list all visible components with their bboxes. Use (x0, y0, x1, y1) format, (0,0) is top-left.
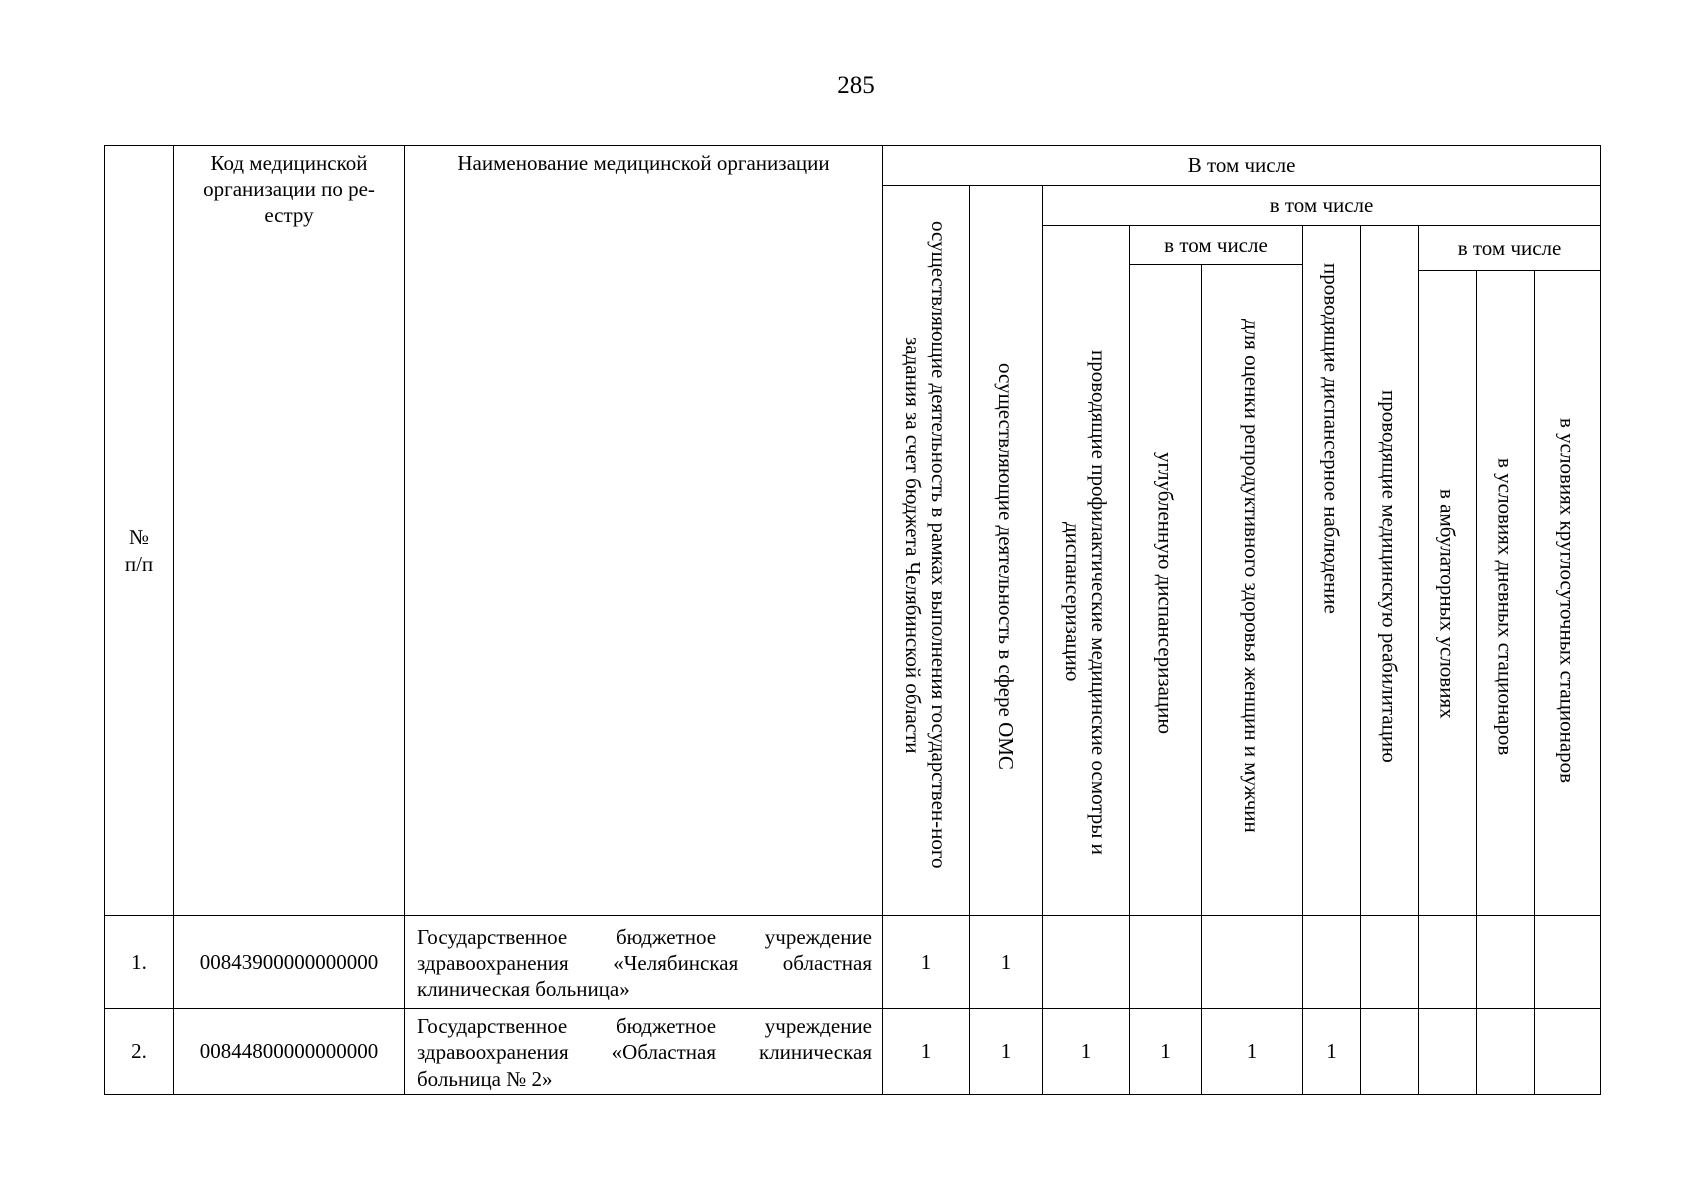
value-state-assignment: 1 (883, 916, 970, 1009)
value-state-assignment: 1 (883, 1009, 970, 1095)
header-including-3: в том числе (1130, 226, 1303, 265)
value-day-hospital (1477, 1009, 1535, 1095)
header-oms: осуществляющие деятельность в сфере ОМС (970, 186, 1043, 916)
value-round-clock (1535, 1009, 1601, 1095)
header-reproductive: для оценки репродуктивного здоровья женщин и мужчин (1202, 265, 1303, 916)
row-org-name: Государственное бюджетное учреждение здравоохранения «Челябинская областная клиническая больница» (405, 916, 883, 1009)
header-including-4: в том числе (1419, 226, 1601, 271)
header-rehabilitation: проводящие медицинскую реабилитацию (1361, 226, 1419, 916)
value-in-depth: 1 (1130, 1009, 1202, 1095)
header-day-hospital: в условиях дневных стационаров (1477, 271, 1535, 916)
value-reproductive (1202, 916, 1303, 1009)
row-org-name: Государственное бюджетное учреждение здравоохранения «Областная клиническая больница № 2» (405, 1009, 883, 1095)
value-oms: 1 (970, 1009, 1043, 1095)
value-rehabilitation (1361, 916, 1419, 1009)
header-including-top: В том числе (883, 146, 1601, 186)
value-outpatient (1419, 1009, 1477, 1095)
value-outpatient (1419, 916, 1477, 1009)
value-round-clock (1535, 916, 1601, 1009)
value-dispensary (1303, 916, 1361, 1009)
header-org-name: Наименование медицинской организации (405, 146, 883, 916)
medical-organizations-table (104, 145, 1601, 1095)
row-registry-code: 00844800000000000 (174, 1009, 405, 1095)
page-number: 285 (837, 72, 875, 99)
header-round-clock: в условиях круглосуточных стационаров (1535, 271, 1601, 916)
header-state-assignment: осуществляющие деятельность в рамках выполнения государствен-ного задания за счет бюджета Челябинской области (883, 186, 970, 916)
value-rehabilitation (1361, 1009, 1419, 1095)
row-number: 1. (105, 916, 174, 1009)
value-preventive: 1 (1043, 1009, 1130, 1095)
table-row (105, 916, 1601, 1009)
header-row-number: № п/п (105, 146, 174, 916)
row-registry-code: 00843900000000000 (174, 916, 405, 1009)
table-row (105, 1009, 1601, 1095)
header-dispensary: проводящие диспансерное наблюдение (1303, 226, 1361, 916)
value-in-depth (1130, 916, 1202, 1009)
value-preventive (1043, 916, 1130, 1009)
header-including-2: в том числе (1043, 186, 1601, 226)
value-day-hospital (1477, 916, 1535, 1009)
header-in-depth: углубленную диспансеризацию (1130, 265, 1202, 916)
header-registry-code: Код медицинской организации по ре-естру (174, 146, 405, 916)
header-preventive: проводящие профилактические медицинские осмотры и диспансеризацию (1043, 226, 1130, 916)
value-reproductive: 1 (1202, 1009, 1303, 1095)
header-outpatient: в амбулаторных условиях (1419, 271, 1477, 916)
row-number: 2. (105, 1009, 174, 1095)
value-oms: 1 (970, 916, 1043, 1009)
value-dispensary: 1 (1303, 1009, 1361, 1095)
